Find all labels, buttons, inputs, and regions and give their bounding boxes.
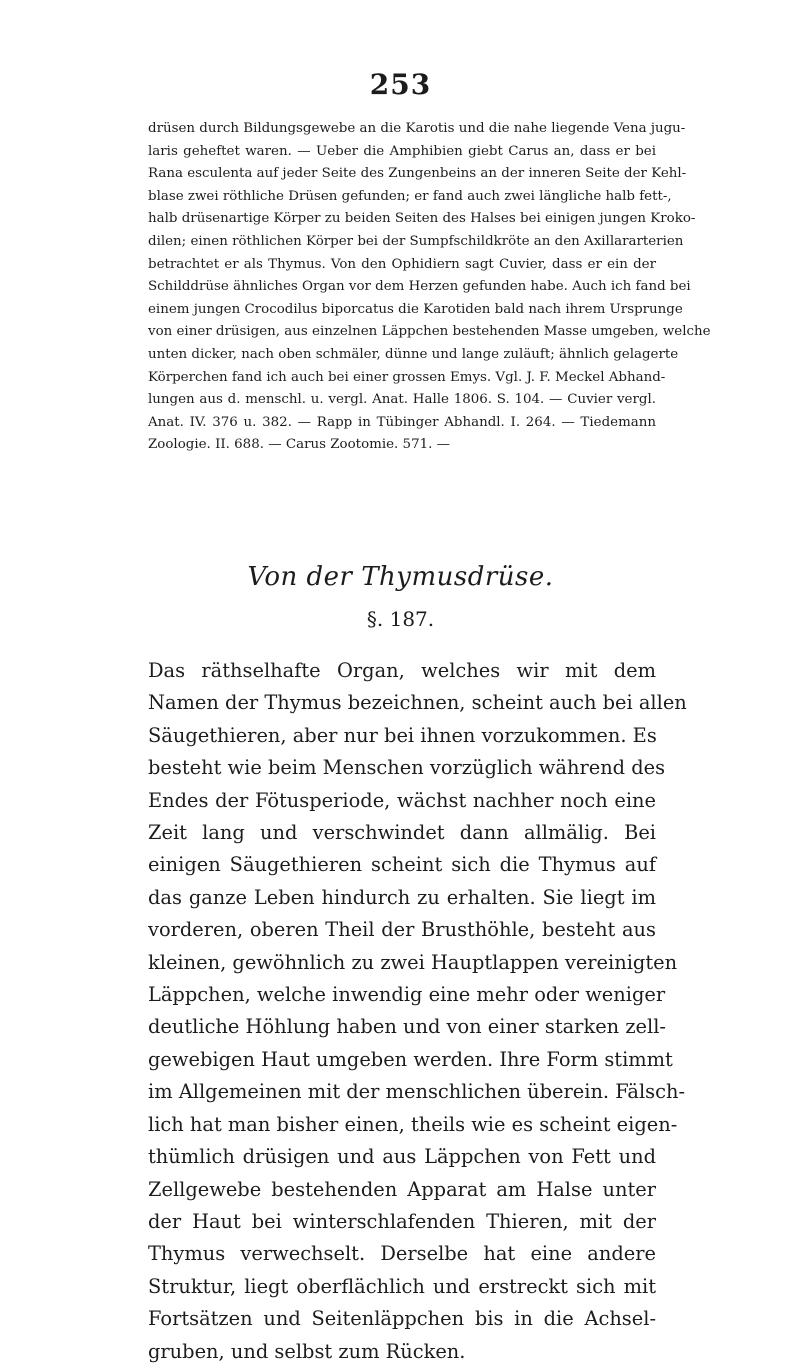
footnote-line: dilen; einen röthlichen Körper bei der Sumpfschildkröte an den Axillararterien xyxy=(148,233,684,249)
body-line: Struktur, liegt oberflächlich und erstreckt sich mit xyxy=(148,1274,656,1298)
footnote-line: Rana esculenta auf jeder Seite des Zungenbeins an der inneren Seite der Kehl- xyxy=(148,166,687,182)
footnote-line: blase zwei röthliche Drüsen gefunden; er fand auch zwei längliche halb fett-, xyxy=(148,188,672,204)
footnote-line: betrachtet er als Thymus. Von den Ophidiern sagt Cuvier, dass er ein der xyxy=(148,256,656,272)
body-line: vorderen, oberen Theil der Brusthöhle, besteht aus xyxy=(148,918,656,942)
body-line: Zeit lang und verschwindet dann allmälig. Bei xyxy=(148,821,656,845)
footnote-line: Zoologie. II. 688. — Carus Zootomie. 571. — xyxy=(148,437,451,453)
body-line: gewebigen Haut umgeben werden. Ihre Form stimmt xyxy=(148,1047,673,1071)
footnote-line: lungen aus d. menschl. u. vergl. Anat. Halle 1806. S. 104. — Cuvier vergl. xyxy=(148,392,656,408)
footnote-block xyxy=(148,118,711,457)
body-line: gruben, und selbst zum Rücken. xyxy=(148,1339,466,1363)
footnote-line: unten dicker, nach oben schmäler, dünne und lange zuläuft; ähnlich gelagerte xyxy=(148,346,679,362)
footnote-line: Anat. IV. 376 u. 382. — Rapp in Tübinger Abhandl. I. 264. — Tiedemann xyxy=(148,414,656,430)
footnote-line: halb drüsenartige Körper zu beiden Seiten des Halses bei einigen jungen Kroko- xyxy=(148,211,696,227)
footnote-line: Schilddrüse ähnliches Organ vor dem Herzen gefunden habe. Auch ich fand bei xyxy=(148,279,691,295)
body-line: der Haut bei winterschlafenden Thieren, mit der xyxy=(148,1209,656,1233)
page-number: 253 xyxy=(369,68,432,101)
footnote-line: drüsen durch Bildungsgewebe an die Karotis und die nahe liegende Vena jugu- xyxy=(148,121,686,136)
body-line: das ganze Leben hindurch zu erhalten. Sie liegt im xyxy=(148,885,656,909)
footnote-line: laris geheftet waren. — Ueber die Amphibien giebt Carus an, dass er bei xyxy=(148,143,656,159)
body-paragraph xyxy=(148,655,687,1368)
body-line: im Allgemeinen mit der menschlichen überein. Fälsch- xyxy=(148,1080,686,1104)
body-line: Säugethieren, aber nur bei ihnen vorzukommen. Es xyxy=(148,723,657,747)
body-line: lich hat man bisher einen, theils wie es scheint eigen- xyxy=(148,1112,678,1136)
body-line: Das räthselhafte Organ, welches wir mit dem xyxy=(148,659,656,682)
section-title: Von der Thymusdrüse. xyxy=(247,562,554,592)
footnote-line: einem jungen Crocodilus biporcatus die Karotiden bald nach ihrem Ursprunge xyxy=(148,301,683,317)
body-line: Thymus verwechselt. Derselbe hat eine andere xyxy=(148,1242,656,1266)
body-line: kleinen, gewöhnlich zu zwei Hauptlappen vereinigten xyxy=(148,950,678,974)
body-line: Endes der Fötusperiode, wächst nachher noch eine xyxy=(148,788,656,812)
footnote-line: von einer drüsigen, aus einzelnen Läppchen bestehenden Masse umgeben, welche xyxy=(148,324,711,340)
body-line: deutliche Höhlung haben und von einer starken zell- xyxy=(148,1015,666,1039)
section-number: §. 187. xyxy=(366,607,435,631)
body-line: Fortsätzen und Seitenläppchen bis in die Achsel- xyxy=(148,1307,656,1331)
footnote-line: Körperchen fand ich auch bei einer grossen Emys. Vgl. J. F. Meckel Abhand- xyxy=(148,369,666,385)
body-line: thümlich drüsigen und aus Läppchen von Fett und xyxy=(148,1145,656,1169)
body-line: einigen Säugethieren scheint sich die Thymus auf xyxy=(148,853,656,877)
body-line: besteht wie beim Menschen vorzüglich während des xyxy=(148,756,666,780)
body-line: Zellgewebe bestehenden Apparat am Halse unter xyxy=(148,1177,656,1201)
body-line: Läppchen, welche inwendig eine mehr oder weniger xyxy=(148,983,666,1007)
body-line: Namen der Thymus bezeichnen, scheint auch bei allen xyxy=(148,691,687,715)
